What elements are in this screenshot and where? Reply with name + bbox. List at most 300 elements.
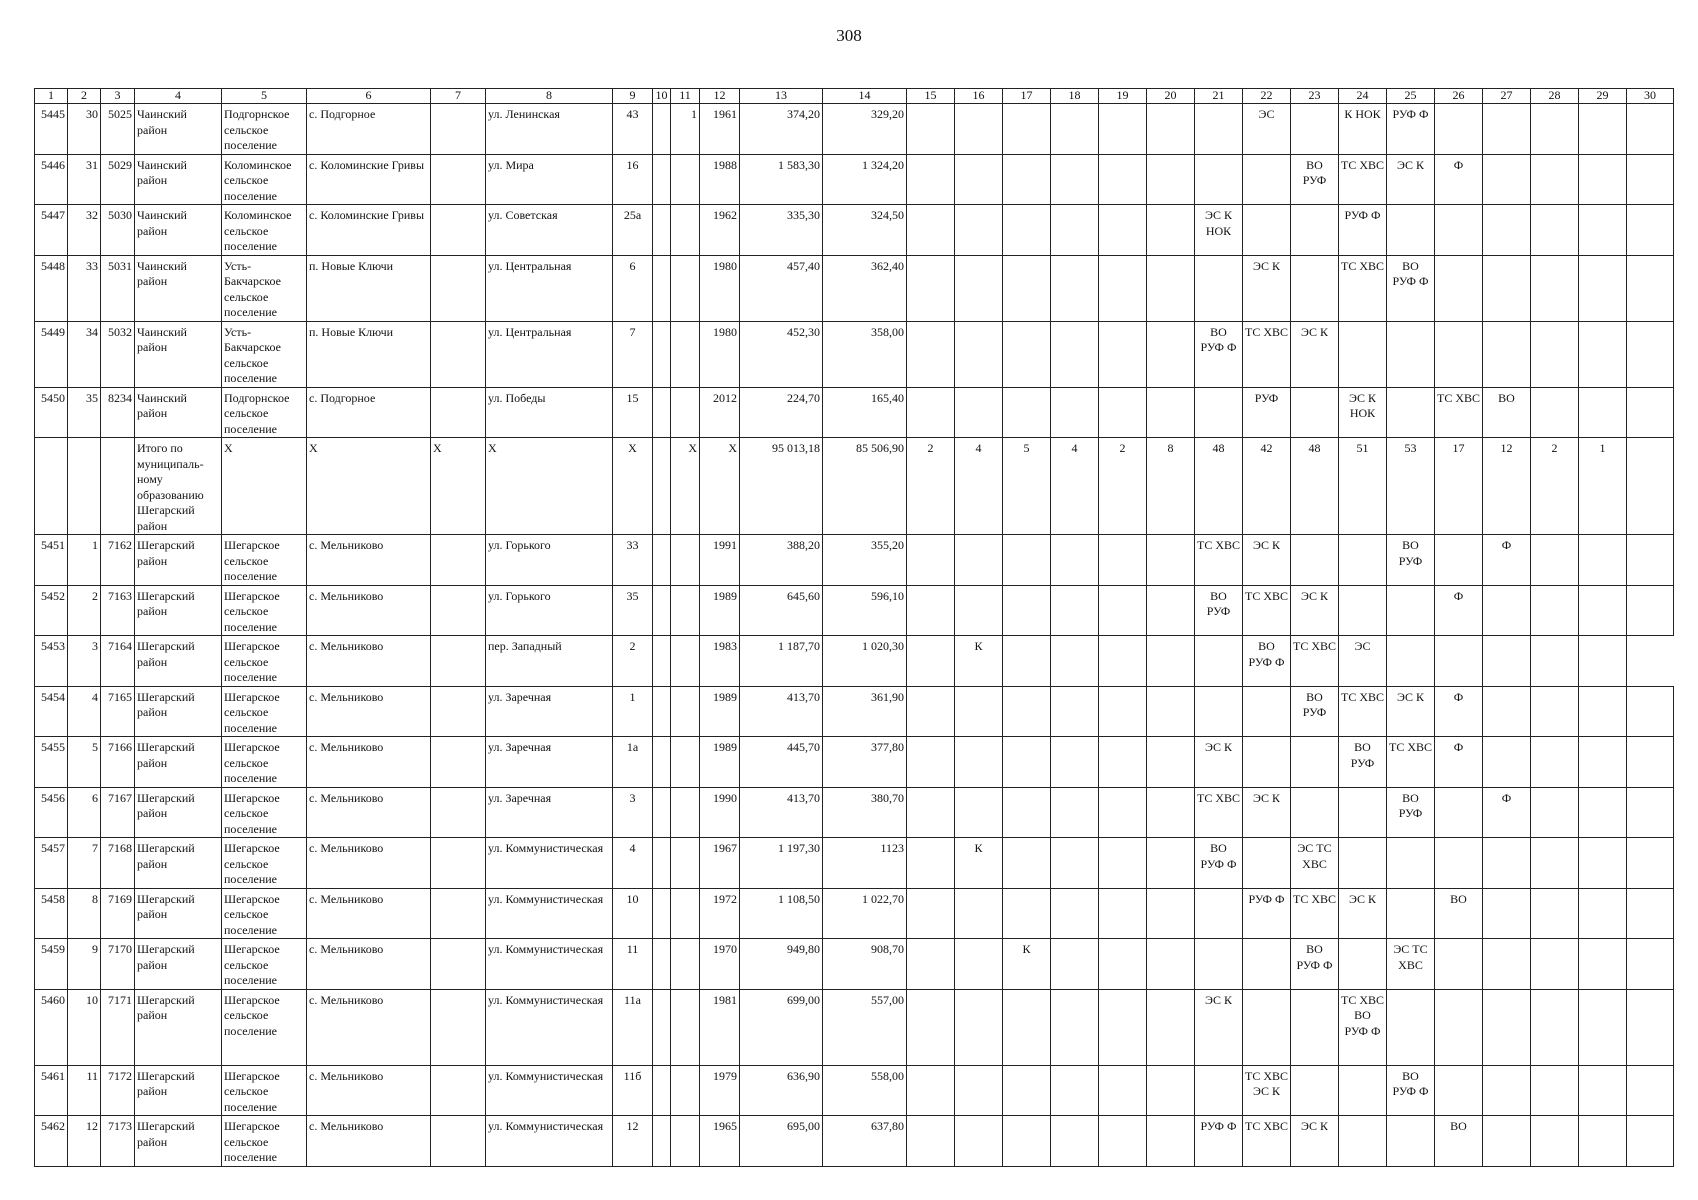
table-cell	[1147, 939, 1195, 990]
col-header: 29	[1579, 89, 1627, 104]
table-cell: 10	[613, 888, 653, 939]
table-cell: Шегарский район	[135, 787, 222, 838]
table-cell	[1051, 737, 1099, 788]
table-cell: 15	[613, 387, 653, 438]
table-cell: ВО РУФ Ф	[1291, 939, 1339, 990]
table-cell	[1051, 787, 1099, 838]
table-cell	[1339, 535, 1387, 586]
table-cell	[653, 205, 671, 256]
col-header: 1	[35, 89, 68, 104]
table-cell: ВО РУФ	[1387, 535, 1435, 586]
table-row	[35, 205, 1674, 256]
table-cell: Усть-Бакчарское сельское поселение	[222, 321, 307, 387]
table-cell: 7165	[101, 686, 135, 737]
table-cell: 7173	[101, 1116, 135, 1167]
table-cell	[431, 535, 486, 586]
table-cell	[955, 387, 1003, 438]
table-cell	[1387, 888, 1435, 939]
table-cell: 1	[1579, 438, 1627, 535]
table-cell	[1483, 205, 1531, 256]
table-cell	[1531, 686, 1579, 737]
table-cell	[955, 154, 1003, 205]
table-cell: 12	[1483, 438, 1531, 535]
table-cell	[1099, 321, 1147, 387]
table-cell: 48	[1291, 438, 1339, 535]
table-cell: 452,30	[740, 321, 823, 387]
table-cell: ВО РУФ Ф	[1243, 636, 1291, 687]
table-cell: ЭС К	[1243, 535, 1291, 586]
table-cell	[1099, 737, 1147, 788]
table-cell: 1	[613, 686, 653, 737]
table-cell: ВО РУФ	[1387, 787, 1435, 838]
table-cell	[1339, 1065, 1387, 1116]
table-row	[35, 787, 1674, 838]
col-header: 9	[613, 89, 653, 104]
table-cell: Шегарское сельское поселение	[222, 585, 307, 636]
table-cell	[671, 1116, 700, 1167]
table-cell: ВО РУФ Ф	[1195, 321, 1243, 387]
table-cell	[653, 686, 671, 737]
table-cell	[1099, 255, 1147, 321]
table-cell	[1147, 838, 1195, 889]
table-cell	[1195, 255, 1243, 321]
table-cell: ЭС ТС ХВС	[1387, 939, 1435, 990]
table-cell	[1627, 321, 1674, 387]
table-cell	[1579, 838, 1627, 889]
table-cell	[1387, 838, 1435, 889]
table-cell: 558,00	[823, 1065, 907, 1116]
table-cell	[1099, 205, 1147, 256]
table-cell	[1483, 888, 1531, 939]
table-cell: 8	[68, 888, 101, 939]
table-cell	[1387, 321, 1435, 387]
table-cell	[1387, 1116, 1435, 1167]
table-cell: РУФ Ф	[1387, 104, 1435, 155]
table-row	[35, 321, 1674, 387]
table-cell: 9	[68, 939, 101, 990]
total-row	[35, 438, 1674, 535]
table-cell	[431, 989, 486, 1065]
table-cell	[1099, 1065, 1147, 1116]
table-cell	[1147, 387, 1195, 438]
table-cell	[1531, 535, 1579, 586]
table-cell: с. Коломинские Гривы	[307, 154, 431, 205]
table-cell: 1989	[700, 737, 740, 788]
table-cell	[653, 255, 671, 321]
table-row	[35, 888, 1674, 939]
table-cell: ВО РУФ	[1291, 154, 1339, 205]
table-cell: 42	[1243, 438, 1291, 535]
table-cell	[1579, 1065, 1627, 1116]
table-cell	[1051, 205, 1099, 256]
table-cell	[1003, 255, 1051, 321]
table-cell	[671, 255, 700, 321]
table-cell	[431, 838, 486, 889]
col-header: 23	[1291, 89, 1339, 104]
table-cell: ул. Коммунистическая	[486, 838, 613, 889]
table-cell: Шегарский район	[135, 939, 222, 990]
table-cell: 53	[1387, 438, 1435, 535]
table-cell: 324,50	[823, 205, 907, 256]
table-cell: с. Мельниково	[307, 535, 431, 586]
table-cell: ЭС К НОК	[1195, 205, 1243, 256]
table-cell: 4	[1051, 438, 1099, 535]
col-header: 7	[431, 89, 486, 104]
table-cell	[653, 1065, 671, 1116]
table-cell	[653, 636, 671, 687]
table-cell: ВО РУФ	[1195, 585, 1243, 636]
table-cell	[1435, 636, 1483, 687]
table-cell: ЭС К	[1291, 585, 1339, 636]
table-cell: 25а	[613, 205, 653, 256]
table-cell	[1003, 686, 1051, 737]
table-cell: 17	[1435, 438, 1483, 535]
table-cell	[1579, 686, 1627, 737]
table-cell	[1003, 1116, 1051, 1167]
table-cell	[431, 939, 486, 990]
table-cell: 1965	[700, 1116, 740, 1167]
table-cell: Чаинский район	[135, 205, 222, 256]
table-cell: 380,70	[823, 787, 907, 838]
table-cell	[1051, 255, 1099, 321]
table-cell: ТС ХВС	[1243, 1116, 1291, 1167]
table-cell	[955, 939, 1003, 990]
table-cell	[1627, 939, 1674, 990]
table-cell: ул. Мира	[486, 154, 613, 205]
table-cell: 5446	[35, 154, 68, 205]
table-cell	[1627, 535, 1674, 586]
table-cell	[1339, 585, 1387, 636]
table-cell: 5457	[35, 838, 68, 889]
table-cell: 1 187,70	[740, 636, 823, 687]
table-cell	[1627, 787, 1674, 838]
table-cell: с. Мельниково	[307, 585, 431, 636]
table-cell	[1531, 387, 1579, 438]
table-cell	[955, 535, 1003, 586]
table-cell	[1003, 104, 1051, 155]
table-cell: 48	[1195, 438, 1243, 535]
table-cell: ВО РУФ Ф	[1195, 838, 1243, 889]
table-cell	[1147, 1116, 1195, 1167]
page-number: 308	[836, 26, 862, 45]
table-cell	[1531, 1116, 1579, 1167]
table-cell	[1435, 535, 1483, 586]
table-cell: 3	[613, 787, 653, 838]
table-cell: Чаинский район	[135, 154, 222, 205]
table-row	[35, 585, 1674, 636]
table-cell	[1051, 387, 1099, 438]
table-cell: с. Мельниково	[307, 888, 431, 939]
table-row	[35, 939, 1674, 990]
table-cell: 16	[613, 154, 653, 205]
table-row	[35, 387, 1674, 438]
table-cell	[1627, 1116, 1674, 1167]
table-cell: ЭС	[1339, 636, 1387, 687]
table-cell: 5	[1003, 438, 1051, 535]
table-cell: ЭС ТС ХВС	[1291, 838, 1339, 889]
table-cell	[1483, 838, 1531, 889]
table-cell: 1961	[700, 104, 740, 155]
table-row	[35, 1116, 1674, 1167]
table-cell: 645,60	[740, 585, 823, 636]
col-header: 28	[1531, 89, 1579, 104]
table-cell	[1627, 205, 1674, 256]
col-header: 19	[1099, 89, 1147, 104]
table-cell: 6	[68, 787, 101, 838]
table-cell	[1051, 989, 1099, 1065]
table-cell	[1195, 939, 1243, 990]
table-cell: с. Подгорное	[307, 104, 431, 155]
table-cell: Ф	[1435, 585, 1483, 636]
table-cell	[1099, 154, 1147, 205]
table-cell	[431, 888, 486, 939]
table-cell	[1531, 636, 1579, 687]
table-cell	[1339, 939, 1387, 990]
table-cell	[1051, 321, 1099, 387]
table-cell	[1627, 838, 1674, 889]
table-cell: 413,70	[740, 686, 823, 737]
table-cell	[1627, 888, 1674, 939]
table-cell: п. Новые Ключи	[307, 321, 431, 387]
table-cell: ул. Советская	[486, 205, 613, 256]
table-cell	[653, 154, 671, 205]
table-cell: Шегарское сельское поселение	[222, 787, 307, 838]
table-cell	[1291, 205, 1339, 256]
table-cell	[1339, 838, 1387, 889]
table-cell	[1099, 787, 1147, 838]
table-cell: ТС ХВС	[1291, 636, 1339, 687]
table-cell	[1339, 787, 1387, 838]
col-header: 16	[955, 89, 1003, 104]
table-cell	[1147, 888, 1195, 939]
table-cell: 374,20	[740, 104, 823, 155]
table-cell: 7167	[101, 787, 135, 838]
table-cell: 11б	[613, 1065, 653, 1116]
table-cell: ТС ХВС	[1339, 154, 1387, 205]
table-cell: ЭС К	[1243, 255, 1291, 321]
col-header: 13	[740, 89, 823, 104]
table-cell	[1579, 387, 1627, 438]
table-cell	[1147, 686, 1195, 737]
table-cell	[1531, 737, 1579, 788]
table-cell: 34	[68, 321, 101, 387]
table-cell	[653, 1116, 671, 1167]
table-cell	[1003, 636, 1051, 687]
table-cell	[1531, 205, 1579, 256]
table-cell	[1435, 989, 1483, 1065]
table-cell	[1099, 939, 1147, 990]
table-cell: 1991	[700, 535, 740, 586]
table-cell: К	[955, 636, 1003, 687]
table-cell	[907, 321, 955, 387]
table-cell	[1195, 888, 1243, 939]
table-cell: ТС ХВС ЭС К	[1243, 1065, 1291, 1116]
table-cell	[671, 686, 700, 737]
table-cell	[1003, 838, 1051, 889]
table-cell: 5032	[101, 321, 135, 387]
table-cell	[1195, 387, 1243, 438]
table-row	[35, 154, 1674, 205]
table-cell: ул. Заречная	[486, 737, 613, 788]
table-cell: ЭС К	[1195, 737, 1243, 788]
table-row	[35, 686, 1674, 737]
col-header: 26	[1435, 89, 1483, 104]
table-cell	[653, 787, 671, 838]
table-cell	[955, 1116, 1003, 1167]
table-cell: 7164	[101, 636, 135, 687]
table-cell: Х	[307, 438, 431, 535]
table-cell	[1003, 1065, 1051, 1116]
table-cell	[1195, 104, 1243, 155]
table-cell: ВО РУФ Ф	[1387, 1065, 1435, 1116]
table-cell: ЭС К	[1243, 787, 1291, 838]
table-cell	[1003, 888, 1051, 939]
table-cell	[1579, 205, 1627, 256]
table-cell	[1147, 737, 1195, 788]
table-cell	[955, 104, 1003, 155]
table-cell	[1291, 737, 1339, 788]
table-cell: 30	[68, 104, 101, 155]
table-cell	[1147, 255, 1195, 321]
table-cell	[1483, 321, 1531, 387]
table-cell	[1099, 585, 1147, 636]
table-cell: 695,00	[740, 1116, 823, 1167]
table-cell: 637,80	[823, 1116, 907, 1167]
table-cell	[671, 154, 700, 205]
table-cell: Х	[700, 438, 740, 535]
table-cell: 377,80	[823, 737, 907, 788]
table-cell	[1099, 888, 1147, 939]
table-cell	[1627, 989, 1674, 1065]
table-cell: 4	[955, 438, 1003, 535]
table-cell	[1243, 737, 1291, 788]
table-cell	[1531, 154, 1579, 205]
table-cell: ТС ХВС	[1435, 387, 1483, 438]
table-cell	[1195, 686, 1243, 737]
table-cell	[1531, 1065, 1579, 1116]
table-cell: 636,90	[740, 1065, 823, 1116]
table-cell: 413,70	[740, 787, 823, 838]
table-cell: Шегарское сельское поселение	[222, 737, 307, 788]
table-cell	[1243, 838, 1291, 889]
table-cell: 4	[613, 838, 653, 889]
table-cell: 1123	[823, 838, 907, 889]
table-cell: 329,20	[823, 104, 907, 155]
table-cell: 8234	[101, 387, 135, 438]
table-row	[35, 636, 1674, 687]
table-cell: 5453	[35, 636, 68, 687]
col-header: 27	[1483, 89, 1531, 104]
table-cell	[1483, 686, 1531, 737]
table-cell	[1003, 737, 1051, 788]
col-header: 18	[1051, 89, 1099, 104]
table-cell: 5456	[35, 787, 68, 838]
table-cell	[1435, 255, 1483, 321]
table-cell: 5458	[35, 888, 68, 939]
table-cell	[431, 387, 486, 438]
table-cell	[955, 1065, 1003, 1116]
table-cell	[653, 989, 671, 1065]
table-cell: Шегарский район	[135, 1116, 222, 1167]
table-cell: Ф	[1435, 686, 1483, 737]
table-cell	[1627, 104, 1674, 155]
table-cell	[653, 737, 671, 788]
table-cell: 1	[68, 535, 101, 586]
table-cell: 7166	[101, 737, 135, 788]
table-cell	[1099, 989, 1147, 1065]
table-cell: 3	[68, 636, 101, 687]
table-cell	[955, 585, 1003, 636]
table-cell	[653, 321, 671, 387]
table-cell: 5454	[35, 686, 68, 737]
table-cell	[1483, 154, 1531, 205]
table-cell: 1 324,20	[823, 154, 907, 205]
table-cell	[671, 737, 700, 788]
table-cell	[431, 737, 486, 788]
table-cell	[653, 535, 671, 586]
table-cell	[1531, 104, 1579, 155]
table-cell	[1387, 989, 1435, 1065]
table-cell	[1243, 989, 1291, 1065]
table-cell	[1531, 787, 1579, 838]
table-cell	[1099, 686, 1147, 737]
table-cell: ВО РУФ	[1339, 737, 1387, 788]
col-header: 4	[135, 89, 222, 104]
table-cell	[1147, 321, 1195, 387]
table-cell	[1483, 737, 1531, 788]
table-cell	[907, 104, 955, 155]
table-cell: Шегарское сельское поселение	[222, 939, 307, 990]
table-cell: 165,40	[823, 387, 907, 438]
table-cell: 2	[68, 585, 101, 636]
table-cell: с. Мельниково	[307, 787, 431, 838]
table-cell	[1483, 989, 1531, 1065]
table-cell	[955, 321, 1003, 387]
table-cell	[1387, 585, 1435, 636]
table-cell	[671, 1065, 700, 1116]
table-cell: 1 022,70	[823, 888, 907, 939]
table-cell: Ф	[1483, 535, 1531, 586]
table-cell	[1147, 585, 1195, 636]
table-cell: 699,00	[740, 989, 823, 1065]
table-cell	[907, 686, 955, 737]
table-cell: ТС ХВС	[1243, 585, 1291, 636]
table-row	[35, 104, 1674, 155]
table-cell: ТС ХВС	[1195, 787, 1243, 838]
table-cell	[671, 535, 700, 586]
table-cell	[653, 838, 671, 889]
col-header: 6	[307, 89, 431, 104]
table-cell: Подгорнское сельское поселение	[222, 387, 307, 438]
table-cell	[907, 888, 955, 939]
table-row	[35, 838, 1674, 889]
table-cell	[1147, 787, 1195, 838]
table-cell: 10	[68, 989, 101, 1065]
table-row	[35, 255, 1674, 321]
table-row	[35, 535, 1674, 586]
table-cell: 5461	[35, 1065, 68, 1116]
table-cell	[1435, 787, 1483, 838]
table-cell	[1435, 1065, 1483, 1116]
table-cell: 4	[68, 686, 101, 737]
table-cell: с. Мельниково	[307, 686, 431, 737]
table-cell: ВО РУФ Ф	[1387, 255, 1435, 321]
table-cell	[1147, 154, 1195, 205]
table-cell: 1981	[700, 989, 740, 1065]
table-cell: Шегарский район	[135, 737, 222, 788]
table-cell	[1579, 888, 1627, 939]
table-cell: с. Мельниково	[307, 939, 431, 990]
